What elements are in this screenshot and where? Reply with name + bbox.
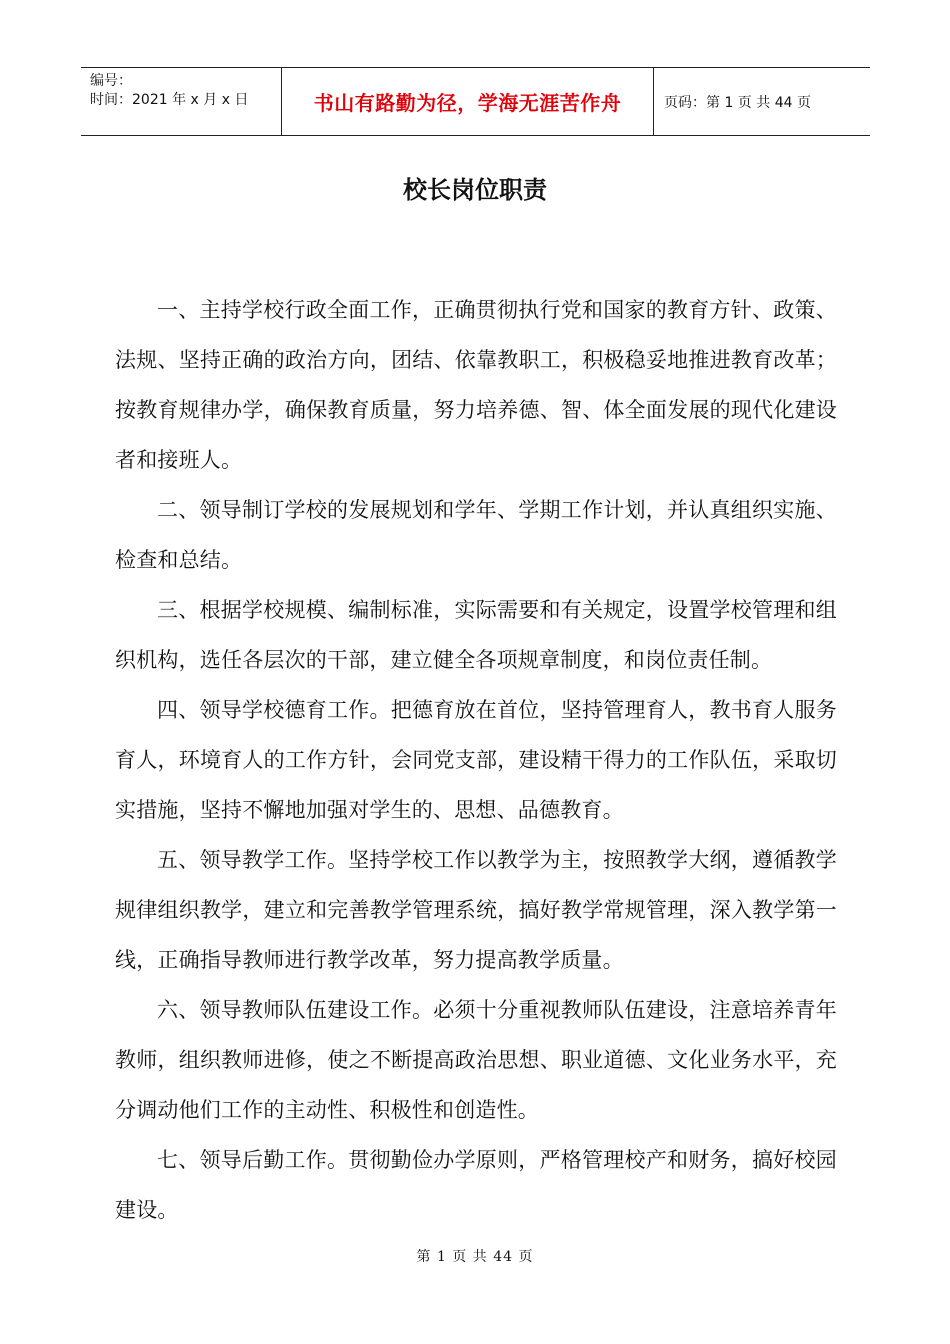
paragraph-3: 三、根据学校规模、编制标准，实际需要和有关规定，设置学校管理和组织机构，选任各层次的干部，建立健全各项规章制度，和岗位责任制。 [115,598,837,672]
document-title: 校长岗位职责 [403,176,547,204]
paragraph-4: 四、领导学校德育工作。把德育放在首位，坚持管理育人，教书育人服务育人，环境育人的工作方针，会同党支部，建设精干得力的工作队伍，采取切实措施，坚持不懈地加强对学生的、思想、品德教育。 [115,698,837,822]
paragraph-7: 七、领导后勤工作。贯彻勤俭办学原则，严格管理校产和财务，搞好校园建设。 [115,1148,837,1222]
page-info: 页码：第 1 页 共 44 页 [664,94,811,111]
header-motto-cell [282,68,654,135]
paragraph-6: 六、领导教师队伍建设工作。必须十分重视教师队伍建设，注意培养青年教师，组织教师进修，使之不断提高政治思想、职业道德、文化业务水平，充分调动他们工作的主动性、积极性和创造性。 [115,998,837,1122]
document-body [115,285,837,1235]
date-label: 时间：2021 年 x 月 x 日 [90,92,249,108]
paragraph-1: 一、主持学校行政全面工作，正确贯彻执行党和国家的教育方针、政策、法规、坚持正确的政治方向，团结、依靠教职工，积极稳妥地推进教育改革；按教育规律办学，确保教育质量，努力培养德、智、体全面发展的现代化建设者和接班人。 [115,298,837,472]
number-label: 编号： [90,73,132,89]
paragraph-2: 二、领导制订学校的发展规划和学年、学期工作计划，并认真组织实施、检查和总结。 [115,498,837,572]
page-footer: 第 1 页 共 44 页 [416,1249,534,1265]
motto-text: 书山有路勤为径，学海无涯苦作舟 [313,91,622,115]
header-meta-cell [81,68,282,135]
header-table [81,67,870,136]
paragraph-5: 五、领导教学工作。坚持学校工作以教学为主，按照教学大纲，遵循教学规律组织教学，建立和完善教学管理系统，搞好教学常规管理，深入教学第一线，正确指导教师进行教学改革，努力提高教学质量。 [115,848,837,972]
header-page-cell [654,68,870,135]
